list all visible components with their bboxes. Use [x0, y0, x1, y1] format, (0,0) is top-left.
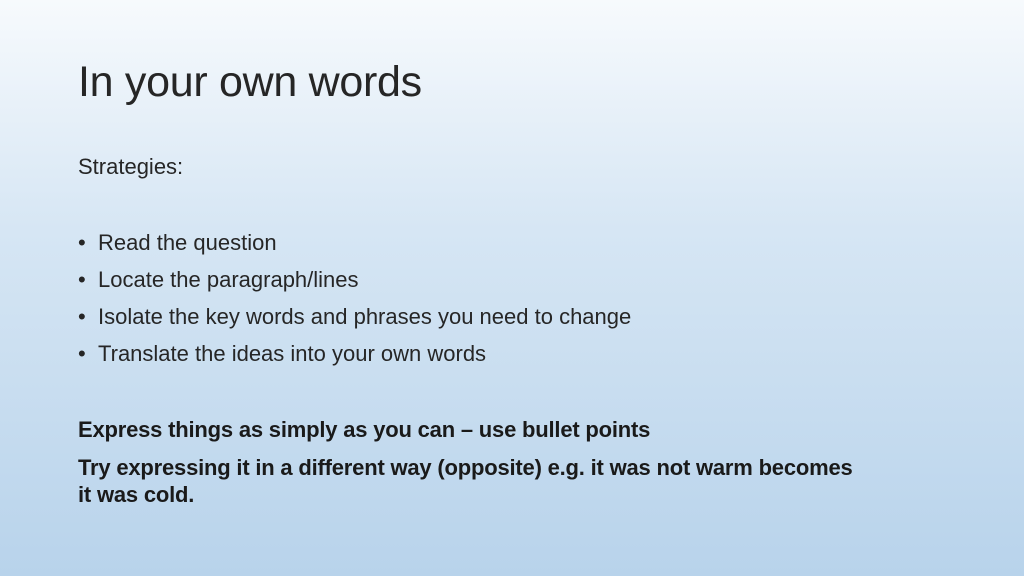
list-item	[78, 264, 631, 301]
bullet-icon: •	[78, 230, 86, 255]
slide-title: In your own words	[78, 58, 422, 106]
list-item	[78, 338, 631, 375]
list-item-text: Read the question	[98, 230, 277, 255]
bullet-icon: •	[78, 267, 86, 292]
list-item	[78, 227, 631, 264]
bullet-icon: •	[78, 304, 86, 329]
list-item-text: Locate the paragraph/lines	[98, 267, 359, 292]
tip-simple-expression: Express things as simply as you can – use bullet points	[78, 417, 651, 442]
list-item	[78, 301, 631, 338]
list-item-text: Isolate the key words and phrases you need to change	[98, 304, 632, 329]
tip-opposite-expression: Try expressing it in a different way (opposite) e.g. it was not warm becomes it was cold.	[78, 455, 853, 507]
strategy-list	[78, 227, 631, 375]
bullet-icon: •	[78, 341, 86, 366]
list-item-text: Translate the ideas into your own words	[98, 341, 487, 366]
strategies-heading: Strategies:	[78, 154, 184, 179]
